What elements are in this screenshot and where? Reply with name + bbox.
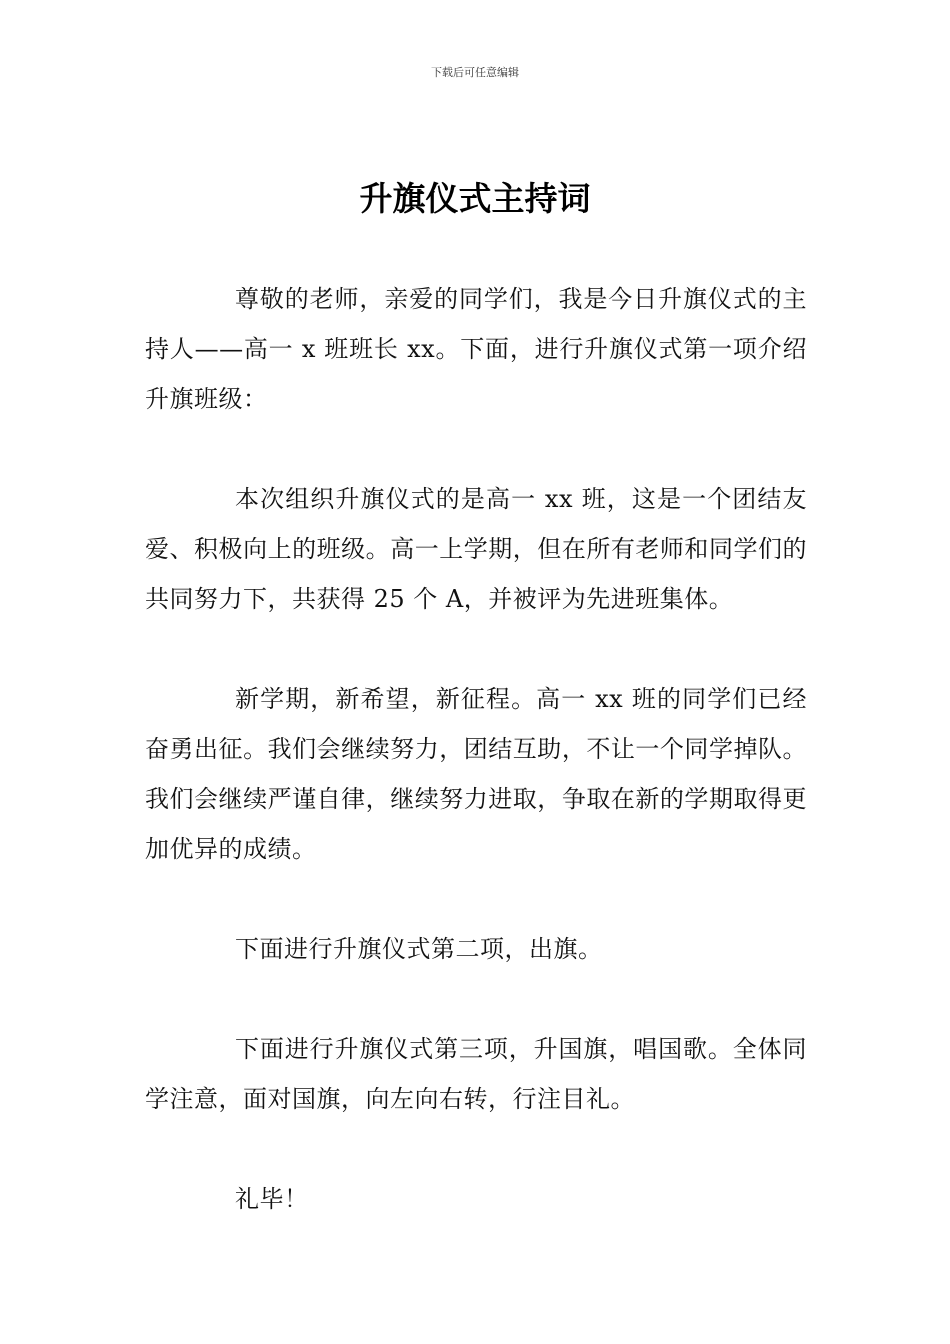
paragraph-item-two: 下面进行升旗仪式第二项，出旗。 bbox=[235, 935, 603, 963]
paragraph-new-semester: 新学期，新希望，新征程。高一 xx 班的同学们已经奋勇出征。我们会继续努力，团结互助，不让一个同学掉队。我们会继续严谨自律，继续努力进取，争取在新的学期取得更加优异的成绩。 bbox=[145, 685, 807, 863]
paragraph-item-three: 下面进行升旗仪式第三项，升国旗，唱国歌。全体同学注意，面对国旗，向左向右转，行注目礼。 bbox=[145, 1035, 807, 1113]
header-note: 下载后可任意编辑 bbox=[431, 66, 519, 79]
paragraph-intro: 尊敬的老师，亲爱的同学们，我是今日升旗仪式的主持人——高一 x 班班长 xx。下面，进行升旗仪式第一项介绍升旗班级： bbox=[145, 285, 807, 413]
document-body bbox=[145, 274, 807, 1274]
paragraph-salute-end: 礼毕！ bbox=[235, 1185, 309, 1213]
document-title: 升旗仪式主持词 bbox=[359, 179, 591, 218]
paragraph-class-introduction: 本次组织升旗仪式的是高一 xx 班，这是一个团结友爱、积极向上的班级。高一上学期，但在所有老师和同学们的共同努力下，共获得 25 个 A，并被评为先进班集体。 bbox=[145, 485, 807, 613]
